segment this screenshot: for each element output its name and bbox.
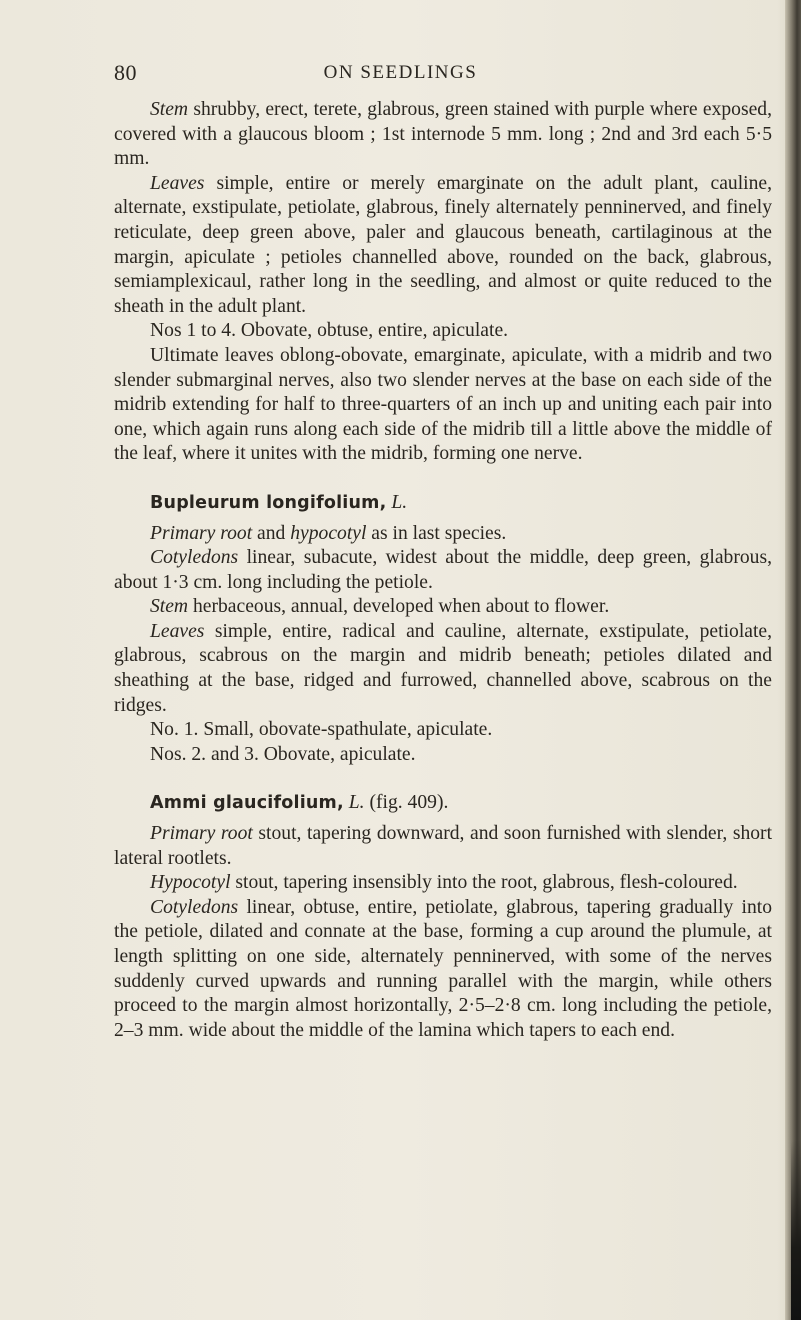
paragraph-ultimate-leaves: Ultimate leaves oblong-obovate, emarginate, apiculate, with a midrib and two slender submarginal nerves, also two slender nerves at the base on each side of the midrib extending for half to three-quarters of an inch up and uniting each pair into one, which again runs along each side of the midrib till a little above the middle of the leaf, where it unites with the midrib, forming one nerve.: [114, 344, 772, 465]
page-body: [114, 98, 772, 1043]
term: Cotyledons: [150, 547, 239, 569]
paragraph-nos-2-3: Nos. 2. and 3. Obovate, apiculate.: [150, 743, 416, 765]
paragraph-text: linear, subacute, widest about the middle, deep green, glabrous, about 1·3 cm. long including the petiole.: [114, 547, 772, 593]
species-author: L.: [348, 792, 365, 814]
term: Primary root: [150, 522, 253, 544]
running-head: ON SEEDLINGS: [323, 62, 478, 83]
paragraph-text: as in last species.: [366, 522, 507, 544]
species-heading: [114, 491, 772, 516]
paragraph-no-1: No. 1. Small, obovate-spathulate, apiculate.: [150, 719, 493, 741]
species-author: L.: [391, 491, 408, 513]
paragraph-text: stout, tapering downward, and soon furnished with slender, short lateral rootlets.: [114, 823, 773, 869]
term: Hypocotyl: [150, 872, 231, 894]
term: Stem: [150, 99, 189, 120]
term: Cotyledons: [150, 896, 239, 918]
figure-reference: (fig. 409).: [364, 792, 449, 814]
species-name: Ammi glaucifolium,: [150, 793, 344, 814]
species-name: Bupleurum longifolium,: [150, 492, 387, 513]
page-number: 80: [114, 60, 137, 85]
paragraph-nos: Nos 1 to 4. Obovate, obtuse, entire, apiculate.: [150, 320, 509, 342]
page-edge-shadow: [791, 1140, 801, 1320]
paragraph-hypocotyl: [114, 871, 772, 896]
paragraph-leaves: [114, 620, 772, 718]
paragraph-text: stout, tapering insensibly into the root, glabrous, flesh-coloured.: [230, 872, 738, 894]
term: Leaves: [150, 620, 205, 642]
page-binding-edge: [785, 0, 801, 1320]
paragraph-text: simple, entire or merely emarginate on the adult plant, cauline, alternate, exstipulate, petiolate, glabrous, finely alternately penninerved, and finely reticulate, deep green above, paler and glaucous beneath, cartilaginous at the margin, apiculate ; petioles channelled above, rounded on the back, glabrous, semiamplexicaul, rather long in the seedling, and almost or quite reduced to the sheath in the adult plant.: [114, 172, 772, 317]
paragraph-text: linear, obtuse, entire, petiolate, glabrous, tapering gradually into the petiole, dilated and connate at the base, forming a cup around the plumule, at length splitting on one side, alternately penninerved, with some of the nerves suddenly curved upwards and running parallel with the margin, while others proceed to the margin almost horizontally, 2·5–2·8 cm. long including the petiole, 2–3 mm. wide about the middle of the lamina which tapers to each end.: [114, 896, 772, 1041]
page-header: [0, 60, 801, 90]
paragraph-cotyledons: [114, 896, 772, 1044]
paragraph-primary-root: [114, 522, 772, 547]
term: Primary root: [150, 823, 253, 845]
paragraph-text: and: [252, 522, 291, 544]
term: Leaves: [150, 172, 205, 194]
paragraph-primary-root: [114, 822, 772, 871]
term: hypocotyl: [290, 522, 367, 544]
term: Stem: [150, 596, 189, 618]
paragraph-leaves: [114, 172, 772, 320]
species-heading: [114, 791, 772, 816]
paragraph-stem: [114, 98, 772, 172]
paragraph-text: herbaceous, annual, developed when about to flower.: [188, 596, 610, 618]
paragraph-text: simple, entire, radical and cauline, alternate, exstipulate, petiolate, glabrous, scabrous on the margin and midrib beneath; petioles dilated and sheathing at the base, ridged and furrowed, channelled above, scabrous on the ridges.: [114, 620, 772, 716]
paragraph-cotyledons: [114, 546, 772, 595]
paragraph-stem: [114, 595, 772, 620]
paragraph-text: shrubby, erect, terete, glabrous, green stained with purple where exposed, covered with a glaucous bloom ; 1st internode 5 mm. long ; 2nd and 3rd each 5·5 mm.: [114, 99, 772, 170]
